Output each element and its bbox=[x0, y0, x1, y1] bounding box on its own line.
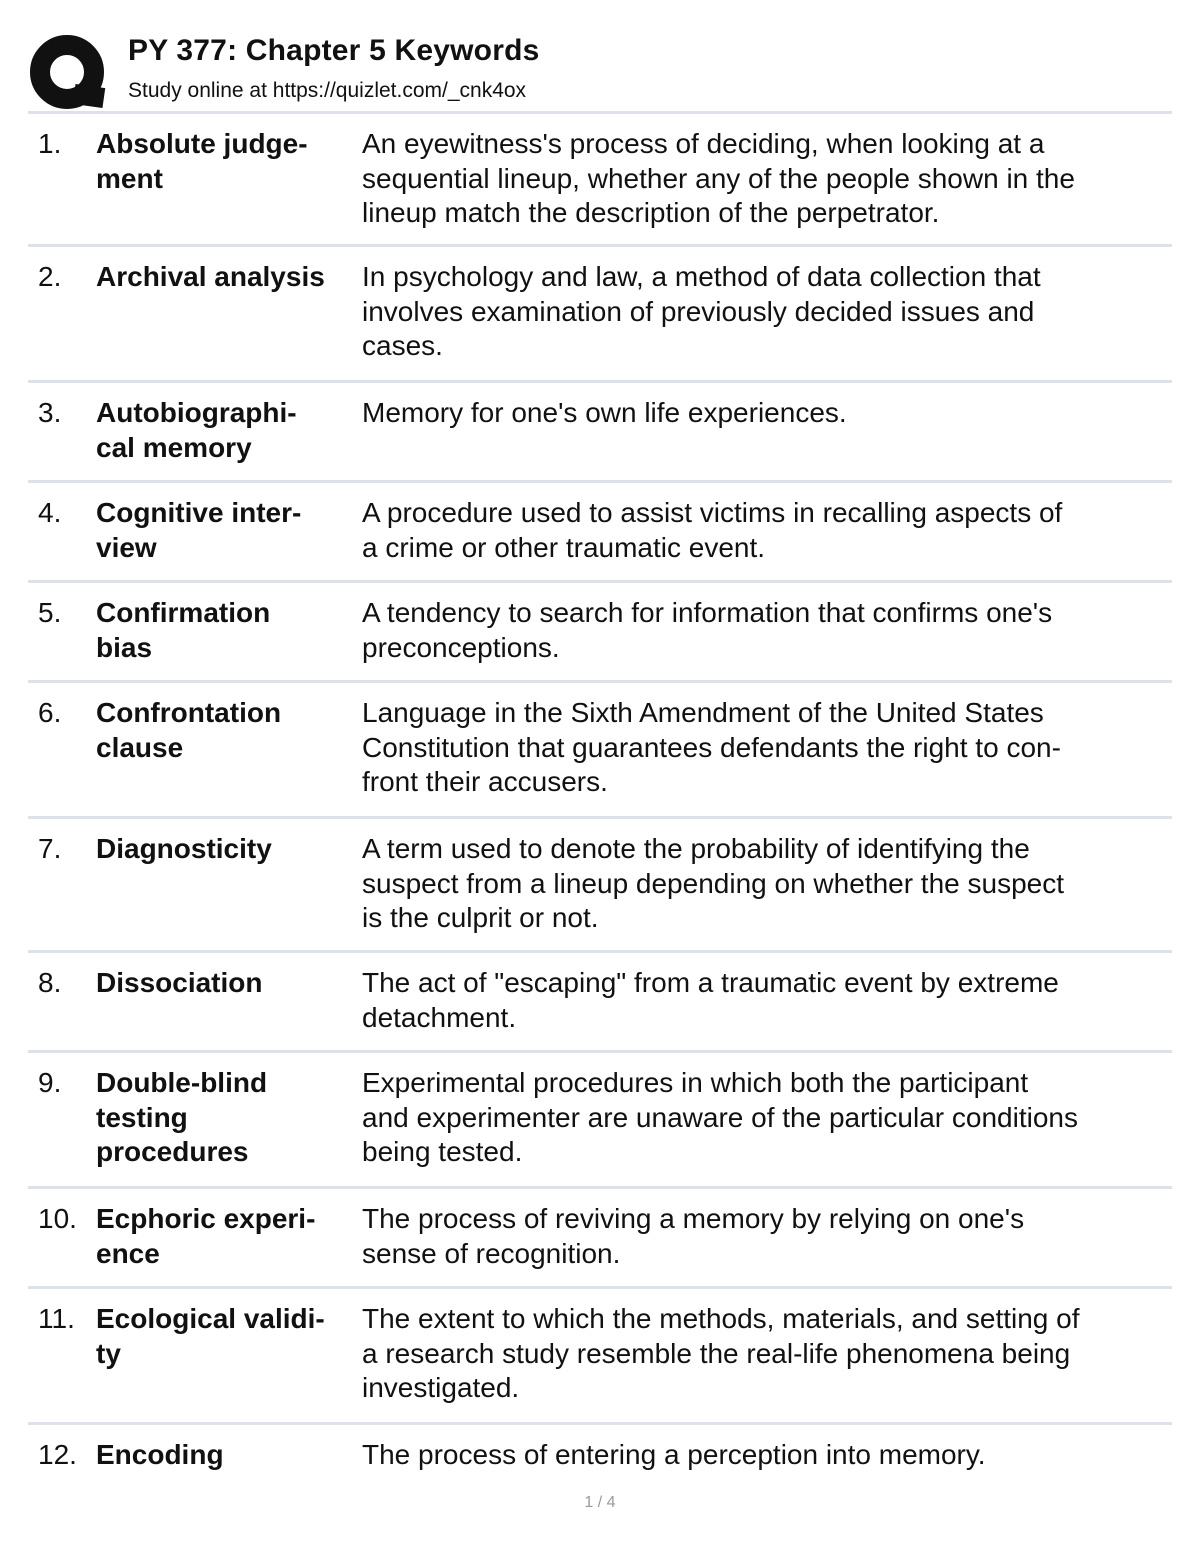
entry-definition: Memory for one's own life experiences. bbox=[362, 397, 847, 428]
keyword-entry bbox=[28, 1425, 1172, 1485]
page-subtitle: Study online at https://quizlet.com/_cnk4ox bbox=[128, 79, 527, 102]
entry-term: Ecphoric experi- ence bbox=[96, 1203, 316, 1269]
entry-definition: In psychology and law, a method of data collection that involves examination of previously decided issues and cases. bbox=[362, 261, 1041, 361]
entry-number: 3. bbox=[38, 397, 62, 428]
entry-number: 2. bbox=[38, 261, 62, 292]
entry-definition: Experimental procedures in which both the participant and experimenter are unaware of the particular conditions being tested. bbox=[362, 1067, 1078, 1167]
page-title: PY 377: Chapter 5 Keywords bbox=[128, 34, 540, 67]
entry-number: 12. bbox=[38, 1439, 77, 1470]
page-number: 1 / 4 bbox=[584, 1494, 616, 1511]
keyword-entry bbox=[28, 1289, 1172, 1425]
entry-definition: The extent to which the methods, materials, and setting of a research study resemble the real-life phenomena being investigated. bbox=[362, 1303, 1080, 1403]
entry-term: Double-blind testing procedures bbox=[96, 1067, 268, 1167]
entry-definition: Language in the Sixth Amendment of the United States Constitution that guarantees defendants the right to con- front their accusers. bbox=[362, 697, 1061, 797]
keyword-entry bbox=[28, 1189, 1172, 1289]
entry-definition: A term used to denote the probability of identifying the suspect from a lineup depending on whether the suspect is the culprit or not. bbox=[362, 833, 1065, 933]
entry-term: Encoding bbox=[96, 1439, 224, 1470]
entry-number: 4. bbox=[38, 497, 62, 528]
entry-term: Dissociation bbox=[96, 967, 263, 998]
entry-term: Absolute judge- ment bbox=[96, 128, 308, 194]
keyword-entry bbox=[28, 1053, 1172, 1189]
entry-number: 7. bbox=[38, 833, 62, 864]
entry-definition: The process of reviving a memory by relying on one's sense of recognition. bbox=[362, 1203, 1025, 1269]
entry-definition: A tendency to search for information that confirms one's preconceptions. bbox=[362, 597, 1053, 663]
entry-term: Ecological validi- ty bbox=[96, 1303, 325, 1369]
entry-definition: The act of "escaping" from a traumatic event by extreme detachment. bbox=[362, 967, 1059, 1033]
entry-term: Cognitive inter- view bbox=[96, 497, 302, 563]
entry-term: Archival analysis bbox=[96, 261, 325, 292]
entry-term: Confrontation clause bbox=[96, 697, 282, 763]
keyword-entry bbox=[28, 247, 1172, 383]
entry-term: Confirmation bias bbox=[96, 597, 271, 663]
entry-number: 10. bbox=[38, 1203, 77, 1234]
entry-definition: A procedure used to assist victims in recalling aspects of a crime or other traumatic event. bbox=[362, 497, 1063, 563]
entry-term: Diagnosticity bbox=[96, 833, 272, 864]
keyword-entry bbox=[28, 383, 1172, 483]
keyword-entry bbox=[28, 114, 1172, 247]
entry-number: 1. bbox=[38, 128, 62, 159]
quizlet-q-logo-icon bbox=[30, 34, 106, 110]
entry-definition: The process of entering a perception into memory. bbox=[362, 1439, 986, 1470]
entry-definition: An eyewitness's process of deciding, when looking at a sequential lineup, whether any of the people shown in the lineup match the description of the perpetrator. bbox=[362, 128, 1075, 228]
keyword-entry bbox=[28, 583, 1172, 683]
keyword-entry bbox=[28, 953, 1172, 1053]
page-header bbox=[28, 32, 1172, 108]
keyword-entry bbox=[28, 483, 1172, 583]
keyword-entry bbox=[28, 683, 1172, 819]
entry-number: 9. bbox=[38, 1067, 62, 1098]
entry-number: 8. bbox=[38, 967, 62, 998]
entry-number: 11. bbox=[38, 1303, 75, 1334]
keyword-list bbox=[28, 114, 1172, 1485]
entry-number: 5. bbox=[38, 597, 62, 628]
entry-number: 6. bbox=[38, 697, 62, 728]
keyword-entry bbox=[28, 819, 1172, 953]
entry-term: Autobiographi- cal memory bbox=[96, 397, 297, 463]
